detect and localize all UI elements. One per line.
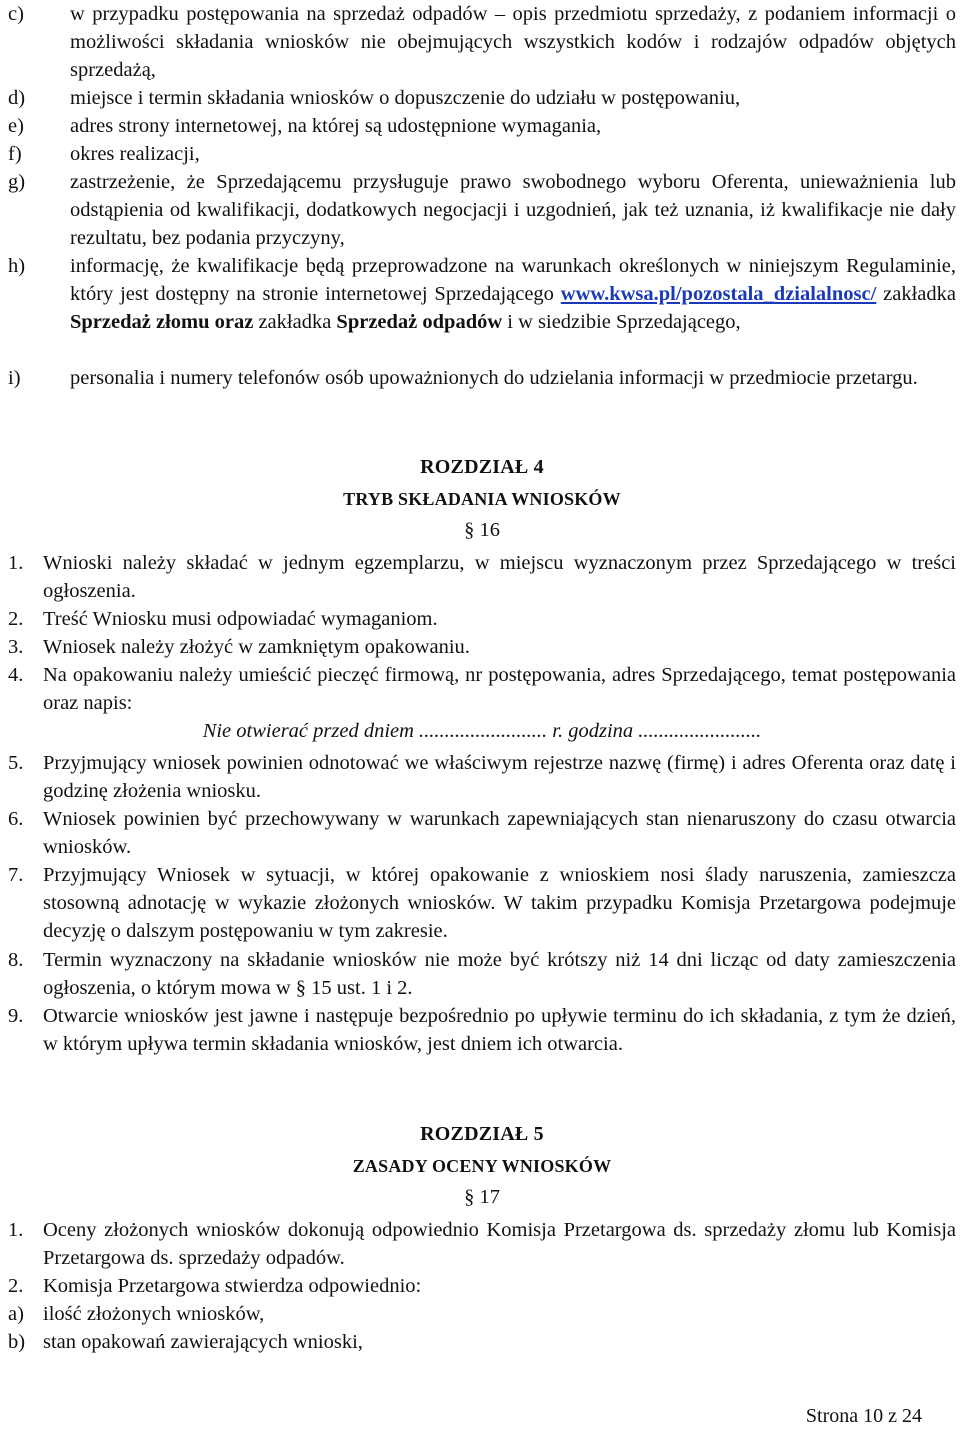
ch5-item-1 [8,1216,956,1272]
regulamin-link[interactable]: www.kwsa.pl/pozostala_dzialalnosc/ [560,283,877,306]
list-label: e) [8,115,24,137]
list-number: 7. [8,864,24,886]
list-label: g) [8,171,26,193]
list-text: informację, że kwalifikacje będą przeprowadzone na warunkach określonych w niniejszym Regulaminie, który jest dostępny na stronie internetowej Sprzedającego www.kwsa.pl/pozostala_dzialalnosc/ zakładka Sprzedaż złomu oraz zakładka Sprzedaż odpadów i w siedzibie Sprzedającego, [70,255,956,334]
chapter-5-title: ROZDZIAŁ 5 [420,1123,544,1145]
list-item-h [8,252,956,337]
ch4-item-1 [8,549,956,605]
list-text: Treść Wniosku musi odpowiadać wymaganiom. [43,608,438,630]
ch4-item-6 [8,805,956,861]
list-item-g [8,168,956,253]
do-not-open-notice: Nie otwierać przed dniem ......................... r. godzina ........................ [202,720,762,742]
chapter-4-subtitle: TRYB SKŁADANIA WNIOSKÓW [343,489,621,509]
ch5-item-2 [8,1272,956,1300]
ch4-item-4 [8,661,956,717]
chapter-5-subtitle: ZASADY OCENY WNIOSKÓW [352,1156,612,1176]
list-item-c [8,0,956,85]
list-number: 8. [8,949,24,971]
list-item-f [8,140,956,168]
list-number: 1. [8,1219,24,1241]
ch4-item-2 [8,605,956,633]
ch4-item-3 [8,633,956,661]
ch4-item-5 [8,749,956,805]
list-label: b) [8,1331,26,1353]
list-number: 1. [8,552,24,574]
page-number-footer: Strona 10 z 24 [805,1405,922,1427]
list-text: Termin wyznaczony na składanie wniosków nie może być krótszy niż 14 dni licząc od daty zamieszczenia ogłoszenia, o którym mowa w § 15 ust. 1 i 2. [43,949,956,1000]
list-text: personalia i numery telefonów osób upoważnionych do udzielania informacji w przedmiocie przetargu. [70,367,918,389]
list-number: 4. [8,664,24,686]
ch4-item-9 [8,1002,956,1058]
chapter-5-paragraph: § 17 [464,1186,500,1208]
ch4-item-8 [8,946,956,1002]
list-label: a) [8,1303,24,1325]
list-text: Wniosek powinien być przechowywany w warunkach zapewniających stan nienaruszony do czasu otwarcia wniosków. [43,808,956,859]
list-number: 9. [8,1005,24,1027]
list-text: miejsce i termin składania wniosków o dopuszczenie do udziału w postępowaniu, [70,87,741,109]
list-text: Wniosek należy złożyć w zamkniętym opakowaniu. [43,636,470,658]
list-label: c) [8,3,24,25]
ch5-subitem-a [8,1300,956,1328]
list-text: Komisja Przetargowa stwierdza odpowiednio: [43,1275,422,1297]
list-text: adres strony internetowej, na której są udostępnione wymagania, [70,115,602,137]
ch4-item-7 [8,861,956,946]
list-label: d) [8,87,26,109]
list-text: w przypadku postępowania na sprzedaż odpadów – opis przedmiotu sprzedaży, z podaniem informacji o możliwości składania wniosków nie obejmujących wszystkich kodów i rodzajów odpadów objętych sprzedażą, [70,3,956,82]
list-label: f) [8,143,22,165]
list-text: okres realizacji, [70,143,200,165]
list-number: 2. [8,1275,24,1297]
list-text: Wnioski należy składać w jednym egzemplarzu, w miejscu wyznaczonym przez Sprzedającego w treści ogłoszenia. [43,552,956,603]
chapter-4-title: ROZDZIAŁ 4 [420,456,544,478]
list-label: h) [8,255,26,277]
list-number: 3. [8,636,24,658]
list-text: ilość złożonych wniosków, [43,1303,265,1325]
list-text: Oceny złożonych wniosków dokonują odpowiednio Komisja Przetargowa ds. sprzedaży złomu lub Komisja Przetargowa ds. sprzedaży odpadów. [43,1219,956,1270]
list-text: stan opakowań zawierających wnioski, [43,1331,363,1353]
list-number: 5. [8,752,24,774]
ch5-subitem-b [8,1328,956,1356]
list-text: Przyjmujący wniosek powinien odnotować we właściwym rejestrze nazwę (firmę) i adres Oferenta oraz datę i godzinę złożenia wniosku. [43,752,956,803]
list-number: 6. [8,808,24,830]
list-item-i [8,364,956,392]
chapter-4-paragraph: § 16 [464,519,500,541]
list-number: 2. [8,608,24,630]
list-item-d [8,84,956,112]
list-text: zastrzeżenie, że Sprzedającemu przysługuje prawo swobodnego wyboru Oferenta, unieważnienia lub odstąpienia od kwalifikacji, dodatkowych negocjacji i uzgodnień, jak też uznania, iż kwalifikacje nie dały rezultatu, bez podania przyczyny, [70,171,956,250]
list-text: Na opakowaniu należy umieścić pieczęć firmową, nr postępowania, adres Sprzedającego, temat postępowania oraz napis: [43,664,956,715]
list-text: Przyjmujący Wniosek w sytuacji, w której opakowanie z wnioskiem nosi ślady naruszenia, zamieszcza stosowną adnotację w wykazie złożonych wniosków. W takim przypadku Komisja Przetargowa podejmuje decyzję o dalszym postępowaniu w tym zakresie. [43,864,956,943]
list-label: i) [8,367,21,389]
list-item-e [8,112,956,140]
list-text: Otwarcie wniosków jest jawne i następuje bezpośrednio po upływie terminu do ich składania, z tym że dzień, w którym upływa termin składania wniosków, jest dniem ich otwarcia. [43,1005,956,1056]
